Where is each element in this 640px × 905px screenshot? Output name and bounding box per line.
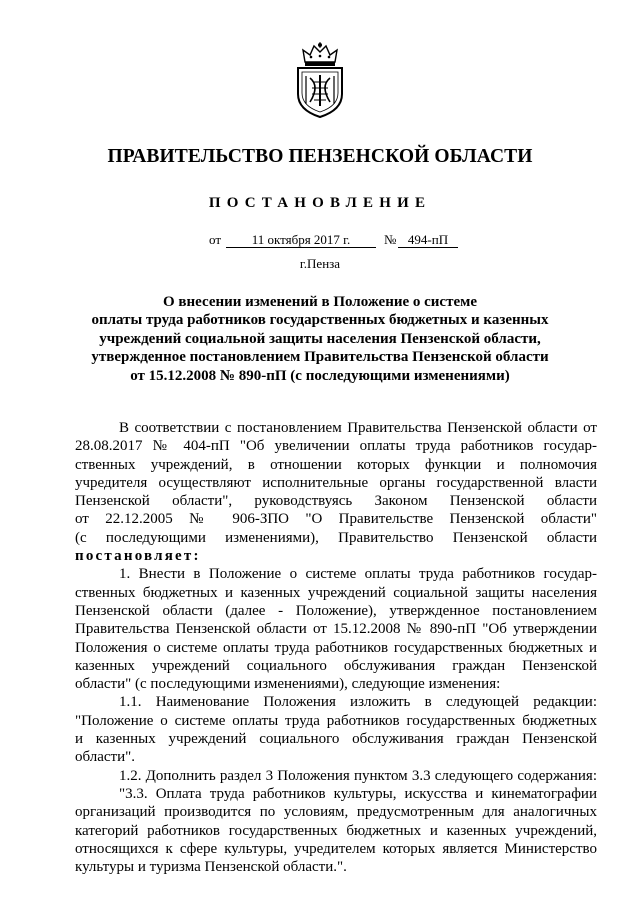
body-line: культуры и туризма Пензенской области.". (75, 859, 347, 876)
document-number: 494-пП (398, 232, 458, 248)
body-line: категорий работников государственных бюджетных и казенных учреждений, (75, 822, 597, 839)
title-line: О внесении изменений в Положение о системе (163, 294, 477, 310)
title-line: учреждений социальной защиты населения Пензенской области, (99, 330, 541, 347)
body-line: "Положение о системе оплаты труда работников государственных бюджетных (75, 712, 597, 729)
body-line: от 22.12.2005 № 906-ЗПО "О Правительстве Пензенской области" (75, 511, 597, 528)
body-line: Правительства Пензенской области от 15.12.2008 № 890-пП "Об утверждении (75, 621, 597, 638)
body-line: В соответствии с постановлением Правительства Пензенской области от (119, 420, 597, 436)
body-line: Пензенской области", руководствуясь Законом Пензенской области (75, 493, 597, 510)
body-line: учредителя осуществляют исполнительные органы государственной власти (75, 474, 597, 491)
body-line: "3.3. Оплата труда работников культуры, искусства и кинематографии (119, 785, 597, 802)
date-number-line (0, 232, 640, 250)
body-line: организаций производится по условиям, предусмотренным для аналогичных (75, 804, 597, 821)
document-type: ПОСТАНОВЛЕНИЕ (208, 195, 432, 211)
number-prefix: № (384, 232, 397, 247)
date-prefix: от (209, 232, 222, 247)
organization-name: ПРАВИТЕЛЬСТВО ПЕНЗЕНСКОЙ ОБЛАСТИ (107, 146, 533, 167)
body-line: 1.1. Наименование Положения изложить в следующей редакции: (119, 694, 597, 711)
body-line: ственных бюджетных и казенных учреждений социальной защиты населения (75, 584, 597, 601)
body-line: области" (с последующими изменениями), следующие изменения: (75, 676, 501, 693)
body-line: казенных учреждений социального обслуживания граждан Пензенской (75, 657, 597, 674)
body-line: ственных учреждений, в отношении которых функции и полномочия (75, 456, 597, 473)
body-line: области". (75, 749, 136, 766)
title-line: утвержденное постановлением Правительства Пензенской области (91, 349, 549, 366)
body-line: (с последующими изменениями), Правительство Пензенской области (75, 529, 597, 546)
document-date: 11 октября 2017 г. (226, 232, 376, 248)
document-body (75, 419, 597, 876)
body-line: 1.2. Дополнить раздел 3 Положения пунктом 3.3 следующего содержания: (119, 767, 597, 784)
title-line: от 15.12.2008 № 890-пП (с последующими изменениями) (130, 367, 510, 384)
city: г.Пенза (299, 256, 341, 271)
body-line: 28.08.2017 № 404-пП "Об увеличении оплаты труда работников государ- (75, 438, 597, 455)
body-line: Положения о системе оплаты труда работников государственных бюджетных и (75, 639, 597, 656)
body-line: относящихся к сфере культуры, учредителем которых является Министерство (75, 840, 597, 857)
body-line: и казенных учреждений социального обслуживания граждан Пензенской (75, 731, 597, 748)
document-title (60, 293, 580, 385)
body-line: Пензенской области (далее - Положение), утвержденное постановлением (75, 602, 597, 619)
body-line: 1. Внести в Положение о системе оплаты труда работников государ- (119, 566, 597, 583)
resolves-word: постановляет: (75, 548, 201, 565)
coat-of-arms-icon (291, 42, 349, 118)
title-line: оплаты труда работников государственных бюджетных и казенных (91, 312, 549, 329)
